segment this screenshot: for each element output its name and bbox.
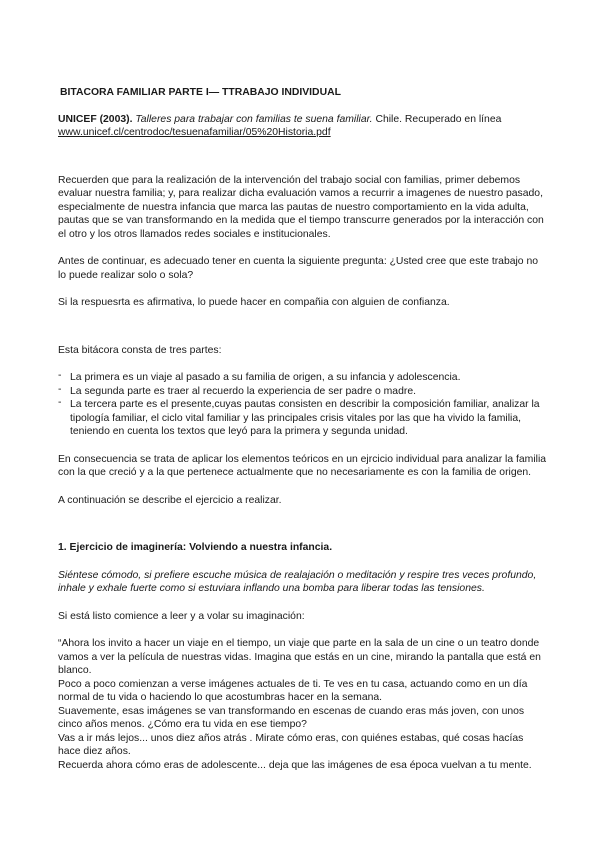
answer-paragraph: Si la respuesrta es afirmativa, lo puede hacer en compañia con alguien de confianza. — [58, 297, 450, 308]
narrative-line: Poco a poco comienzan a verse imágenes actuales de ti. Te ves en tu casa, actuando como en un día normal de tu vida o haciendo lo que acostumbras hacer en la semana. — [58, 678, 528, 703]
dash-bullet-icon: - — [58, 383, 62, 395]
bibliographic-reference — [58, 113, 548, 140]
list-item: - La primera es un viaje al pasado a su familia de origen, a su infancia y adolescencia. — [58, 370, 461, 383]
instruction-paragraph: Siéntese cómodo, si prefiere escuche música de realajación o meditación y respire tres veces profundo, inhale y exhale fuerte como si estuviara inflando una bomba para liberar todas las tensiones. — [58, 569, 537, 594]
narrative-line: Suavemente, esas imágenes se van transformando en escenas de cuando eras más joven, con unos cinco años menos. ¿Cómo era tu vida en ese tiempo? — [58, 705, 525, 730]
parts-list — [58, 371, 548, 439]
narrative-line: “Ahora los invito a hacer un viaje en el tiempo, un viaje que parte en la sala de un cine o un teatro donde vamos a ver la película de nuestras vidas. Imagina que estás en un cine, mirando la pantalla que está en blanco. — [58, 638, 541, 676]
narrative-line: Recuerda ahora cómo eras de adolescente... deja que las imágenes de esa época vuelvan a tu mente. — [58, 759, 532, 771]
document-title: BITACORA FAMILIAR PARTE I— TTRABAJO INDIVIDUAL — [60, 87, 341, 98]
reference-work-title: Talleres para trabajar con familias te suena familiar. — [135, 113, 373, 125]
question-paragraph: Antes de continuar, es adecuado tener en cuenta la siguiente pregunta: ¿Usted cree que este trabajo no lo puede realizar solo o sola? — [58, 256, 539, 281]
narrative-line: Vas a ir más lejos... unos diez años atrás . Mirate cómo eras, con quiénes estabas, qué cosas hacías hace diez años. — [58, 732, 524, 757]
consequence-paragraph: En consecuencia se trata de aplicar los elementos teóricos en un ejrcicio individual para analizar la familia con la que creció y a la que pertenece actualmente que no necesariamente es con la familia de origen. — [58, 453, 547, 478]
section-heading: 1. Ejercicio de imaginería: Volviendo a nuestra infancia. — [58, 542, 333, 553]
list-item: - La segunda parte es traer al recuerdo la experiencia de ser padre o madre. — [58, 383, 416, 397]
dash-bullet-icon: - — [58, 397, 62, 408]
intro-paragraph: Recuerden que para la realización de la intervención del trabajo social con familias, primer debemos evaluar nuestra familia; y, para realizar dicha evaluación vamos a recurrir a imagenes de nuestro pasado, especialmente de nuestra infancia que marca las pautas de nuestro comportamiento en la vida adulta, pautas que se van transformando en la medida que el tiempo transcurre generados por la interacción con el otro y los otros llamados redes sociales e institucionales. — [58, 174, 544, 240]
list-item: - La tercera parte es el presente,cuyas pautas consisten en describir la composición familiar, analizar la tipología familiar, el ciclo vital familiar y las principales crisis vitales por las que ha vivido la familia, teniendo en cuenta los textos que leyó para la primera y segunda unidad. — [58, 397, 540, 437]
narrative-block — [58, 637, 548, 772]
reference-source: Chile. Recuperado en línea — [372, 113, 502, 125]
dash-bullet-icon: - — [58, 370, 62, 381]
parts-intro: Esta bitácora consta de tres partes: — [58, 344, 222, 356]
reference-author: UNICEF (2003). — [58, 113, 133, 125]
ready-paragraph: Si está listo comience a leer y a volar su imaginación: — [58, 610, 305, 622]
continuation-paragraph: A continuación se describe el ejercicio a realizar. — [58, 494, 282, 506]
reference-url-link[interactable]: www.unicef.cl/centrodoc/tesuenafamiliar/05%20Historia.pdf — [58, 127, 331, 138]
